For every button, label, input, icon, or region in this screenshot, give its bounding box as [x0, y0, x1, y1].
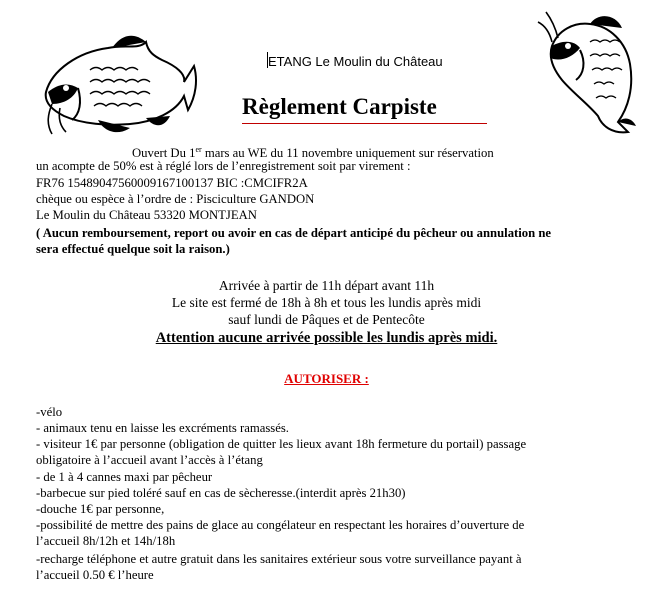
rule-line: l’accueil 0.50 € l’heure: [36, 568, 154, 582]
arrival-departure-times: Arrivée à partir de 11h départ avant 11h: [218, 278, 435, 293]
rule-line: -recharge téléphone et autre gratuit dans les sanitaires extérieur sous votre surveillance payant à: [36, 552, 522, 566]
bank-details: FR76 1548904756000916710013​7 BIC :CMCIFR2A: [36, 176, 308, 190]
refund-policy-line1: ( Aucun remboursement, report ou avoir en cas de départ anticipé du pêcheur ou annulation ne: [36, 226, 552, 240]
title-underline: [242, 123, 487, 124]
closing-hours: Le site est fermé de 18h à 8h et tous les lundis après midi: [171, 295, 482, 310]
page-title: Règlement Carpiste: [242, 94, 437, 119]
rule-line: -douche 1€ par personne,: [36, 502, 165, 516]
opening-period: Ouvert Du 1er mars au WE du 11 novembre uniquement sur réservation: [132, 144, 494, 160]
rule-line: l’accueil 8h/12h et 14h/18h: [36, 534, 176, 548]
monday-warning: Attention aucune arrivée possible les lundis après midi.: [155, 330, 498, 346]
site-name: ETANG Le Moulin du Château: [268, 54, 443, 69]
carp-right-illustration: [532, 8, 640, 136]
rule-line: obligatoire à l’accueil avant l’accès à l’étang: [36, 453, 263, 467]
refund-policy-line2: sera effectué quelque soit la raison.): [36, 242, 230, 256]
rule-line: - visiteur 1€ par personne (obligation de quitter les lieux avant 18h fermeture du portail) passage: [36, 437, 527, 451]
rule-line: -possibilité de mettre des pains de glace au congélateur en respectant les horaires d’ouverture de: [36, 518, 525, 532]
carp-left-illustration: [38, 30, 198, 140]
rule-line: - de 1 à 4 cannes maxi par pêcheur: [36, 470, 213, 484]
allowed-heading: AUTORISER :: [284, 371, 369, 386]
rule-line: -vélo: [36, 405, 63, 419]
cheque-text: chèque ou espèce à l’ordre de : Pisciculture GANDON: [36, 192, 315, 206]
rule-line: -barbecue sur pied toléré sauf en cas de sècheresse.(interdit après 21h30): [36, 486, 406, 500]
address-text: Le Moulin du Château 53320 MONTJEAN: [36, 208, 257, 222]
deposit-text: un acompte de 50% est à réglé lors de l’enregistrement soit par virement :: [36, 159, 411, 173]
closing-exception: sauf lundi de Pâques et de Pentecôte: [228, 312, 425, 327]
rule-line: - animaux tenu en laisse les excréments ramassés.: [36, 421, 289, 435]
